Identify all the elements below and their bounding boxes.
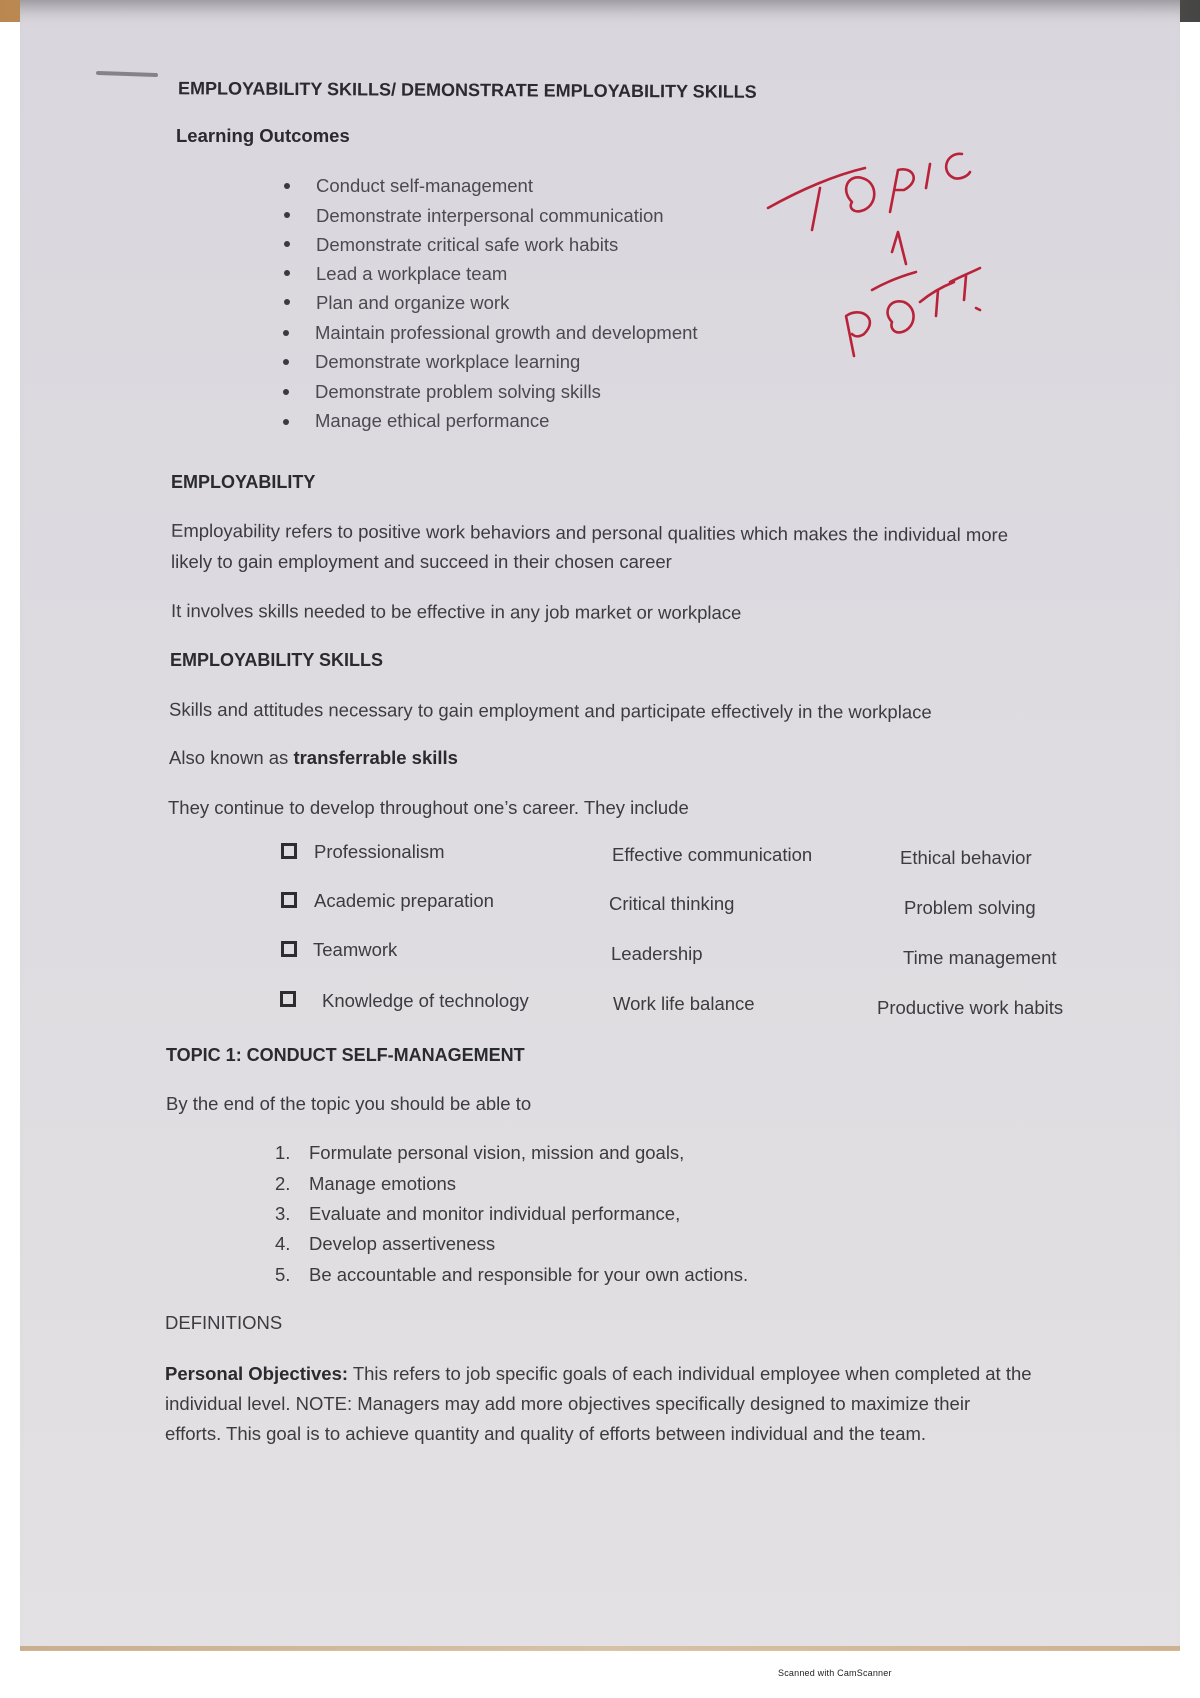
skill-cell: Problem solving: [904, 897, 1036, 918]
bullet-icon: [283, 359, 289, 365]
skills-definition: Skills and attitudes necessary to gain employment and participate effectively in the workplace: [168, 698, 932, 723]
skill-cell: Effective communication: [612, 844, 813, 865]
list-item: Demonstrate problem solving skills: [315, 381, 601, 402]
definition-line1: [165, 1363, 1032, 1385]
skill-cell: Ethical behavior: [900, 847, 1032, 868]
employability-heading: EMPLOYABILITY: [171, 472, 316, 492]
list-number: 1.: [275, 1142, 291, 1163]
list-number: 5.: [275, 1264, 291, 1285]
pen-stroke: [946, 154, 970, 179]
checkbox-square-icon: [281, 892, 297, 908]
definition-term: Personal Objectives:: [165, 1363, 349, 1384]
definitions-heading: DEFINITIONS: [165, 1312, 283, 1333]
skill-cell: Knowledge of technology: [322, 990, 529, 1011]
pen-stroke: [926, 164, 930, 188]
annotation-line-3: POTT.: [740, 133, 743, 134]
employability-definition-line2: likely to gain employment and succeed in their chosen career: [171, 551, 672, 572]
skill-cell: Academic preparation: [314, 890, 494, 911]
employability-skills-heading: EMPLOYABILITY SKILLS: [170, 650, 384, 670]
list-item: Demonstrate interpersonal communication: [316, 205, 664, 226]
list-item: Manage emotions: [309, 1173, 457, 1194]
bullet-icon: [284, 299, 290, 305]
checkbox-square-icon: [281, 941, 297, 957]
topic-1-heading: TOPIC 1: CONDUCT SELF-MANAGEMENT: [166, 1045, 525, 1065]
list-item: Evaluate and monitor individual performance,: [309, 1203, 681, 1224]
checkbox-square-icon: [280, 991, 296, 1007]
definition-text: This refers to job specific goals of each individual employee when completed at the: [348, 1363, 1032, 1384]
definition-line3: efforts. This goal is to achieve quantity and quality of efforts between individual and the team.: [165, 1423, 927, 1444]
bullet-icon: [284, 270, 290, 276]
pen-stroke: [846, 312, 870, 356]
pen-stroke: [890, 169, 914, 212]
skill-cell: Teamwork: [313, 939, 398, 960]
learning-outcomes-heading: Learning Outcomes: [176, 125, 350, 146]
list-item: Plan and organize work: [316, 292, 510, 313]
skill-cell: Productive work habits: [877, 997, 1064, 1018]
pen-stroke: [976, 308, 980, 310]
pen-stroke: [812, 188, 820, 230]
list-item: Lead a workplace team: [316, 263, 508, 284]
list-item: Manage ethical performance: [315, 410, 550, 431]
skill-cell: Professionalism: [314, 841, 445, 862]
pen-stroke: [872, 272, 916, 290]
list-number: 2.: [275, 1173, 291, 1194]
list-item: Formulate personal vision, mission and goals,: [309, 1142, 685, 1163]
also-known-term: transferrable skills: [293, 747, 458, 768]
bullet-icon: [284, 212, 290, 218]
list-item: Develop assertiveness: [309, 1233, 496, 1254]
bullet-icon: [283, 389, 289, 395]
handwritten-annotation: [740, 130, 1070, 390]
pen-stroke: [892, 232, 906, 264]
pen-stroke: [888, 301, 914, 332]
list-number: 3.: [275, 1203, 291, 1224]
skill-cell: Critical thinking: [609, 893, 735, 914]
annotation-line-2: 1: [740, 132, 741, 133]
list-item: Be accountable and responsible for your own actions.: [309, 1264, 749, 1285]
pen-stroke: [846, 177, 874, 211]
topic-1-intro: By the end of the topic you should be able to: [166, 1093, 532, 1114]
list-item: Conduct self-management: [316, 175, 533, 196]
employability-definition-line1: Employability refers to positive work behaviors and personal qualities which makes the individual more: [170, 519, 1009, 546]
skill-cell: Work life balance: [613, 993, 755, 1014]
list-item: Maintain professional growth and development: [315, 322, 698, 343]
skill-cell: Leadership: [611, 943, 703, 964]
annotation-line-1: TOPIC: [740, 131, 744, 132]
list-number: 4.: [275, 1233, 291, 1254]
bullet-icon: [283, 330, 289, 336]
list-item: Demonstrate workplace learning: [315, 351, 581, 372]
pen-mark: [96, 71, 158, 77]
skills-intro: They continue to develop throughout one’s career. They include: [168, 797, 689, 818]
skill-cell: Time management: [903, 947, 1057, 968]
bullet-icon: [284, 241, 290, 247]
pen-stroke: [964, 276, 966, 300]
employability-involves: It involves skills needed to be effective in any job market or workplace: [170, 600, 742, 623]
bullet-icon: [283, 419, 289, 425]
bullet-icon: [284, 183, 290, 189]
definition-line2: individual level. NOTE: Managers may add more objectives specifically designed to maximize their: [165, 1393, 971, 1414]
pen-stroke: [936, 290, 938, 316]
also-known-as: [169, 747, 458, 769]
also-known-prefix: Also known as: [169, 747, 294, 768]
document-title: EMPLOYABILITY SKILLS/ DEMONSTRATE EMPLOYABILITY SKILLS: [177, 78, 757, 102]
list-item: Demonstrate critical safe work habits: [316, 234, 619, 255]
annotation-text: [740, 130, 744, 134]
checkbox-square-icon: [281, 843, 297, 859]
scanner-watermark: Scanned with CamScanner: [778, 1668, 892, 1678]
